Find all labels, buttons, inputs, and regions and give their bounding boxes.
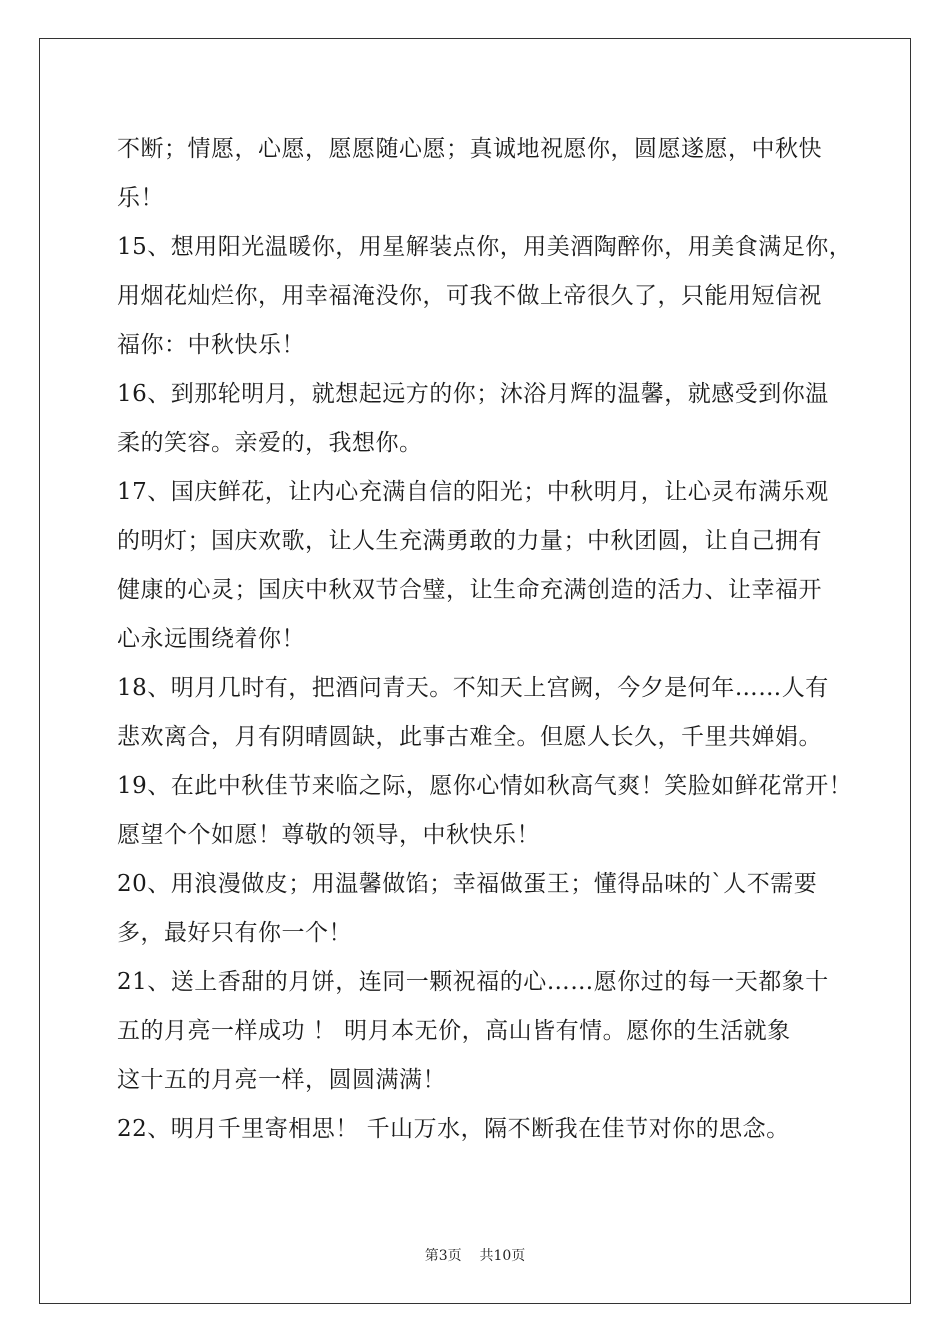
text-line: 福你：中秋快乐！ <box>117 332 305 358</box>
text-line: 20、用浪漫做皮；用温馨做馅；幸福做蛋王；懂得品味的`人不需要 <box>117 871 818 897</box>
text-line: 悲欢离合，月有阴晴圆缺，此事古难全。但愿人长久，千里共婵娟。 <box>117 724 822 750</box>
text-line: 不断；情愿，心愿，愿愿随心愿；真诚地祝愿你，圆愿遂愿，中秋快 <box>117 136 822 162</box>
text-line: 愿望个个如愿！尊敬的领导，中秋快乐！ <box>117 822 540 848</box>
text-line: 18、明月几时有，把酒问青天。不知天上宫阙，今夕是何年……人有 <box>117 675 829 701</box>
text-line: 五的月亮一样成功 ！ 明月本无价，高山皆有情。愿你的生活就象 <box>117 1018 791 1044</box>
text-line: 19、在此中秋佳节来临之际，愿你心情如秋高气爽！笑脸如鲜花常开！ <box>117 773 853 799</box>
text-line: 心永远围绕着你！ <box>117 626 305 652</box>
text-line: 多，最好只有你一个！ <box>117 920 352 946</box>
page-total: 共10页 <box>479 1248 526 1264</box>
text-line: 乐！ <box>117 185 164 211</box>
page-footer <box>0 1247 950 1265</box>
document-body <box>117 125 857 1154</box>
text-line: 的明灯；国庆欢歌，让人生充满勇敢的力量；中秋团圆，让自己拥有 <box>117 528 822 554</box>
page-number: 第3页 <box>424 1248 462 1264</box>
text-line: 16、到那轮明月，就想起远方的你；沐浴月辉的温馨，就感受到你温 <box>117 381 829 407</box>
text-line: 21、送上香甜的月饼，连同一颗祝福的心……愿你过的每一天都象十 <box>117 969 829 995</box>
text-line: 柔的笑容。亲爱的，我想你。 <box>117 430 423 456</box>
text-line: 这十五的月亮一样，圆圆满满！ <box>117 1067 446 1093</box>
text-line: 17、国庆鲜花，让内心充满自信的阳光；中秋明月，让心灵布满乐观 <box>117 479 829 505</box>
text-line: 用烟花灿烂你，用幸福淹没你，可我不做上帝很久了，只能用短信祝 <box>117 283 822 309</box>
text-line: 22、明月千里寄相思！ 千山万水，隔不断我在佳节对你的思念。 <box>117 1116 790 1142</box>
text-line: 健康的心灵；国庆中秋双节合璧，让生命充满创造的活力、让幸福开 <box>117 577 822 603</box>
text-line: 15、想用阳光温暖你，用星解装点你，用美酒陶醉你，用美食满足你， <box>117 234 853 260</box>
